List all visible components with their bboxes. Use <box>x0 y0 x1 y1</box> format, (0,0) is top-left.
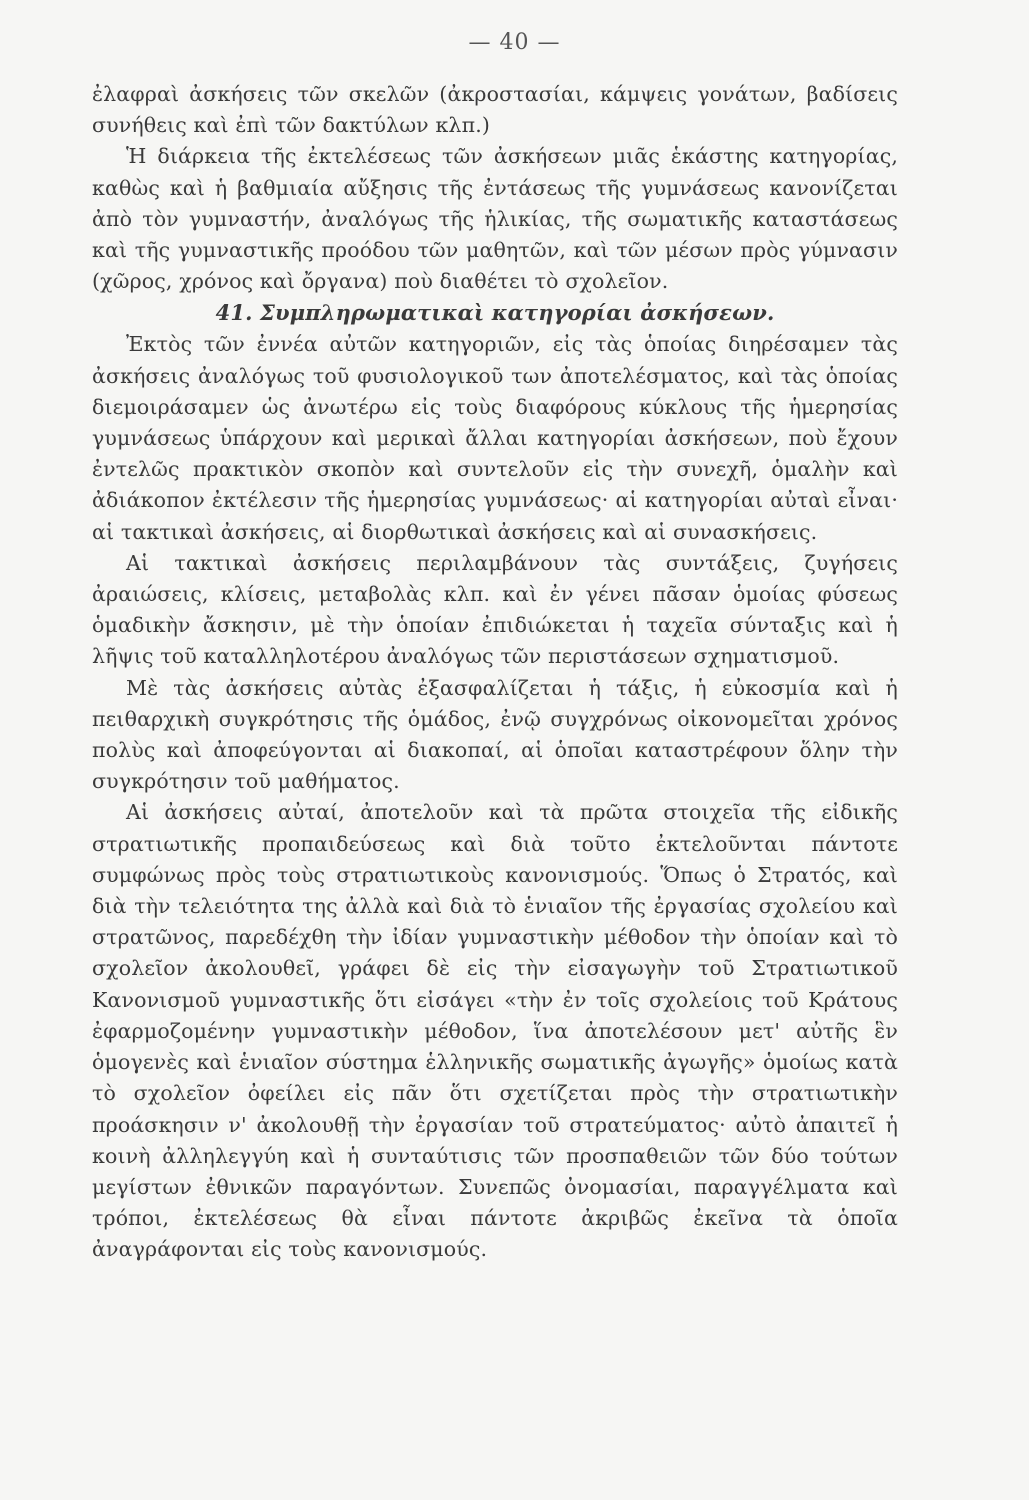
paragraph-discipline: Μὲ τὰς ἀσκήσεις αὐτὰς ἐξασφαλίζεται ἡ τάξις, ἡ εὐκοσμία καὶ ἡ πειθαρχικὴ συγκρότησις τῆς ὁμάδος, ἐνῷ συγχρόνως οἰκονομεῖται χρόνος πολὺς καὶ ἀποφεύγονται αἱ διακοπαί, αἱ ὁποῖαι καταστρέφουν ὅλην τὴν συγκρότησιν τοῦ μαθήματος. <box>92 675 898 794</box>
paragraph-categories: Ἐκτὸς τῶν ἐννέα αὐτῶν κατηγοριῶν, εἰς τὰς ὁποίας διηρέσαμεν τὰς ἀσκήσεις ἀναλόγως τοῦ φυσιολογικοῦ των ἀποτελέσματος, καὶ τὰς ὁποίας διεμοιράσαμεν ὡς ἀνωτέρω εἰς τοὺς διαφόρους κύκλους τῆς ἡμερησίας γυμνάσεως ὑπάρχουν καὶ μερικαὶ ἄλλαι κατηγορίαι ἀσκήσεων, ποὺ ἔχουν ἐντελῶς πρακτικὸν σκοπὸν καὶ συντελοῦν εἰς τὴν συνεχῆ, ὁμαλὴν καὶ ἀδιάκοπον ἐκτέλεσιν τῆς ἡμερησίας γυμνάσεως· αἱ κατηγορίαι αὐταὶ εἶναι· αἱ τακτικαὶ ἀσκήσεις, αἱ διορθωτικαὶ ἀσκήσεις καὶ αἱ συνασκήσεις. <box>92 332 898 544</box>
paragraph-tactical-exercises: Αἱ τακτικαὶ ἀσκήσεις περιλαμβάνουν τὰς συντάξεις, ζυγήσεις ἀραιώσεις, κλίσεις, μεταβολὰς κλπ. καὶ ἐν γένει πᾶσαν ὁμοίας φύσεως ὁμαδικὴν ἄσκησιν, μὲ τὴν ὁποίαν ἐπιδιώκεται ἡ ταχεῖα σύνταξις καὶ ἡ λῆψις τοῦ καταλληλοτέρου ἀναλόγως τῶν περιστάσεων σχηματισμοῦ. <box>92 550 898 669</box>
section-heading: 41. Συμπληρωματικαὶ κατηγορίαι ἀσκήσεων. <box>215 300 775 326</box>
paragraph-military-training: Αἱ ἀσκήσεις αὐταί, ἀποτελοῦν καὶ τὰ πρῶτα στοιχεῖα τῆς εἰδικῆς στρατιωτικῆς προπαιδεύσεως καὶ διὰ τοῦτο ἐκτελοῦνται πάντοτε συμφώνως πρὸς τοὺς στρατιωτικοὺς κανονισμούς. Ὅπως ὁ Στρατός, καὶ διὰ τὴν τελειότητα της ἀλλὰ καὶ διὰ τὸ ἑνιαῖον τῆς ἐργασίας σχολείου καὶ στρατῶνος, παρεδέχθη τὴν ἰδίαν γυμναστικὴν μέθοδον τὴν ὁποίαν καὶ τὸ σχολεῖον ἀκολουθεῖ, γράφει δὲ εἰς τὴν εἰσαγωγὴν τοῦ Στρατιωτικοῦ Κανονισμοῦ γυμναστικῆς ὅτι εἰσάγει «τὴν ἐν τοῖς σχολείοις τοῦ Κράτους ἐφαρμοζομένην γυμναστικὴν μέθοδον, ἵνα ἀποτελέσουν μετ' αὐτῆς ἓν ὁμογενὲς καὶ ἑνιαῖον σύστημα ἑλληνικῆς σωματικῆς ἀγωγῆς» ὁμοίως κατὰ τὸ σχολεῖον ὀφείλει εἰς πᾶν ὅτι σχετίζεται πρὸς τὴν στρατιωτικὴν προάσκησιν ν' ἀκολουθῇ τὴν ἐργασίαν τοῦ στρατεύματος· αὐτὸ ἀπαιτεῖ ἡ κοινὴ ἀλληλεγγύη καὶ ἡ συνταύτισις τῶν προσπαθειῶν τῶν δύο τούτων μεγίστων ἐθνικῶν παραγόντων. Συνεπῶς ὀνομασίαι, παραγγέλματα καὶ τρόποι, ἐκτελέσεως θὰ εἶναι πάντοτε ἀκριβῶς ἐκεῖνα τὰ ὁποῖα ἀναγράφονται εἰς τοὺς κανονισμούς. <box>92 800 898 1262</box>
page-text <box>92 79 898 1266</box>
paragraph-continuation: ἐλαφραὶ ἀσκήσεις τῶν σκελῶν (ἀκροστασίαι, κάμψεις γονάτων, βαδίσεις συνήθεις καὶ ἐπὶ τῶν δακτύλων κλπ.) <box>92 82 898 138</box>
paragraph-duration: Ἡ διάρκεια τῆς ἐκτελέσεως τῶν ἀσκήσεων μιᾶς ἑκάστης κατηγορίας, καθὼς καὶ ἡ βαθμιαία αὔξησις τῆς ἐντάσεως τῆς γυμνάσεως κανονίζεται ἀπὸ τὸν γυμναστήν, ἀναλόγως τῆς ἡλικίας, τῆς σωματικῆς καταστάσεως καὶ τῆς γυμναστικῆς προόδου τῶν μαθητῶν, καὶ τῶν μέσων πρὸς γύμνασιν (χῶρος, χρόνος καὶ ὄργανα) ποὺ διαθέτει τὸ σχολεῖον. <box>92 144 898 294</box>
page-number: — 40 — <box>468 30 561 55</box>
